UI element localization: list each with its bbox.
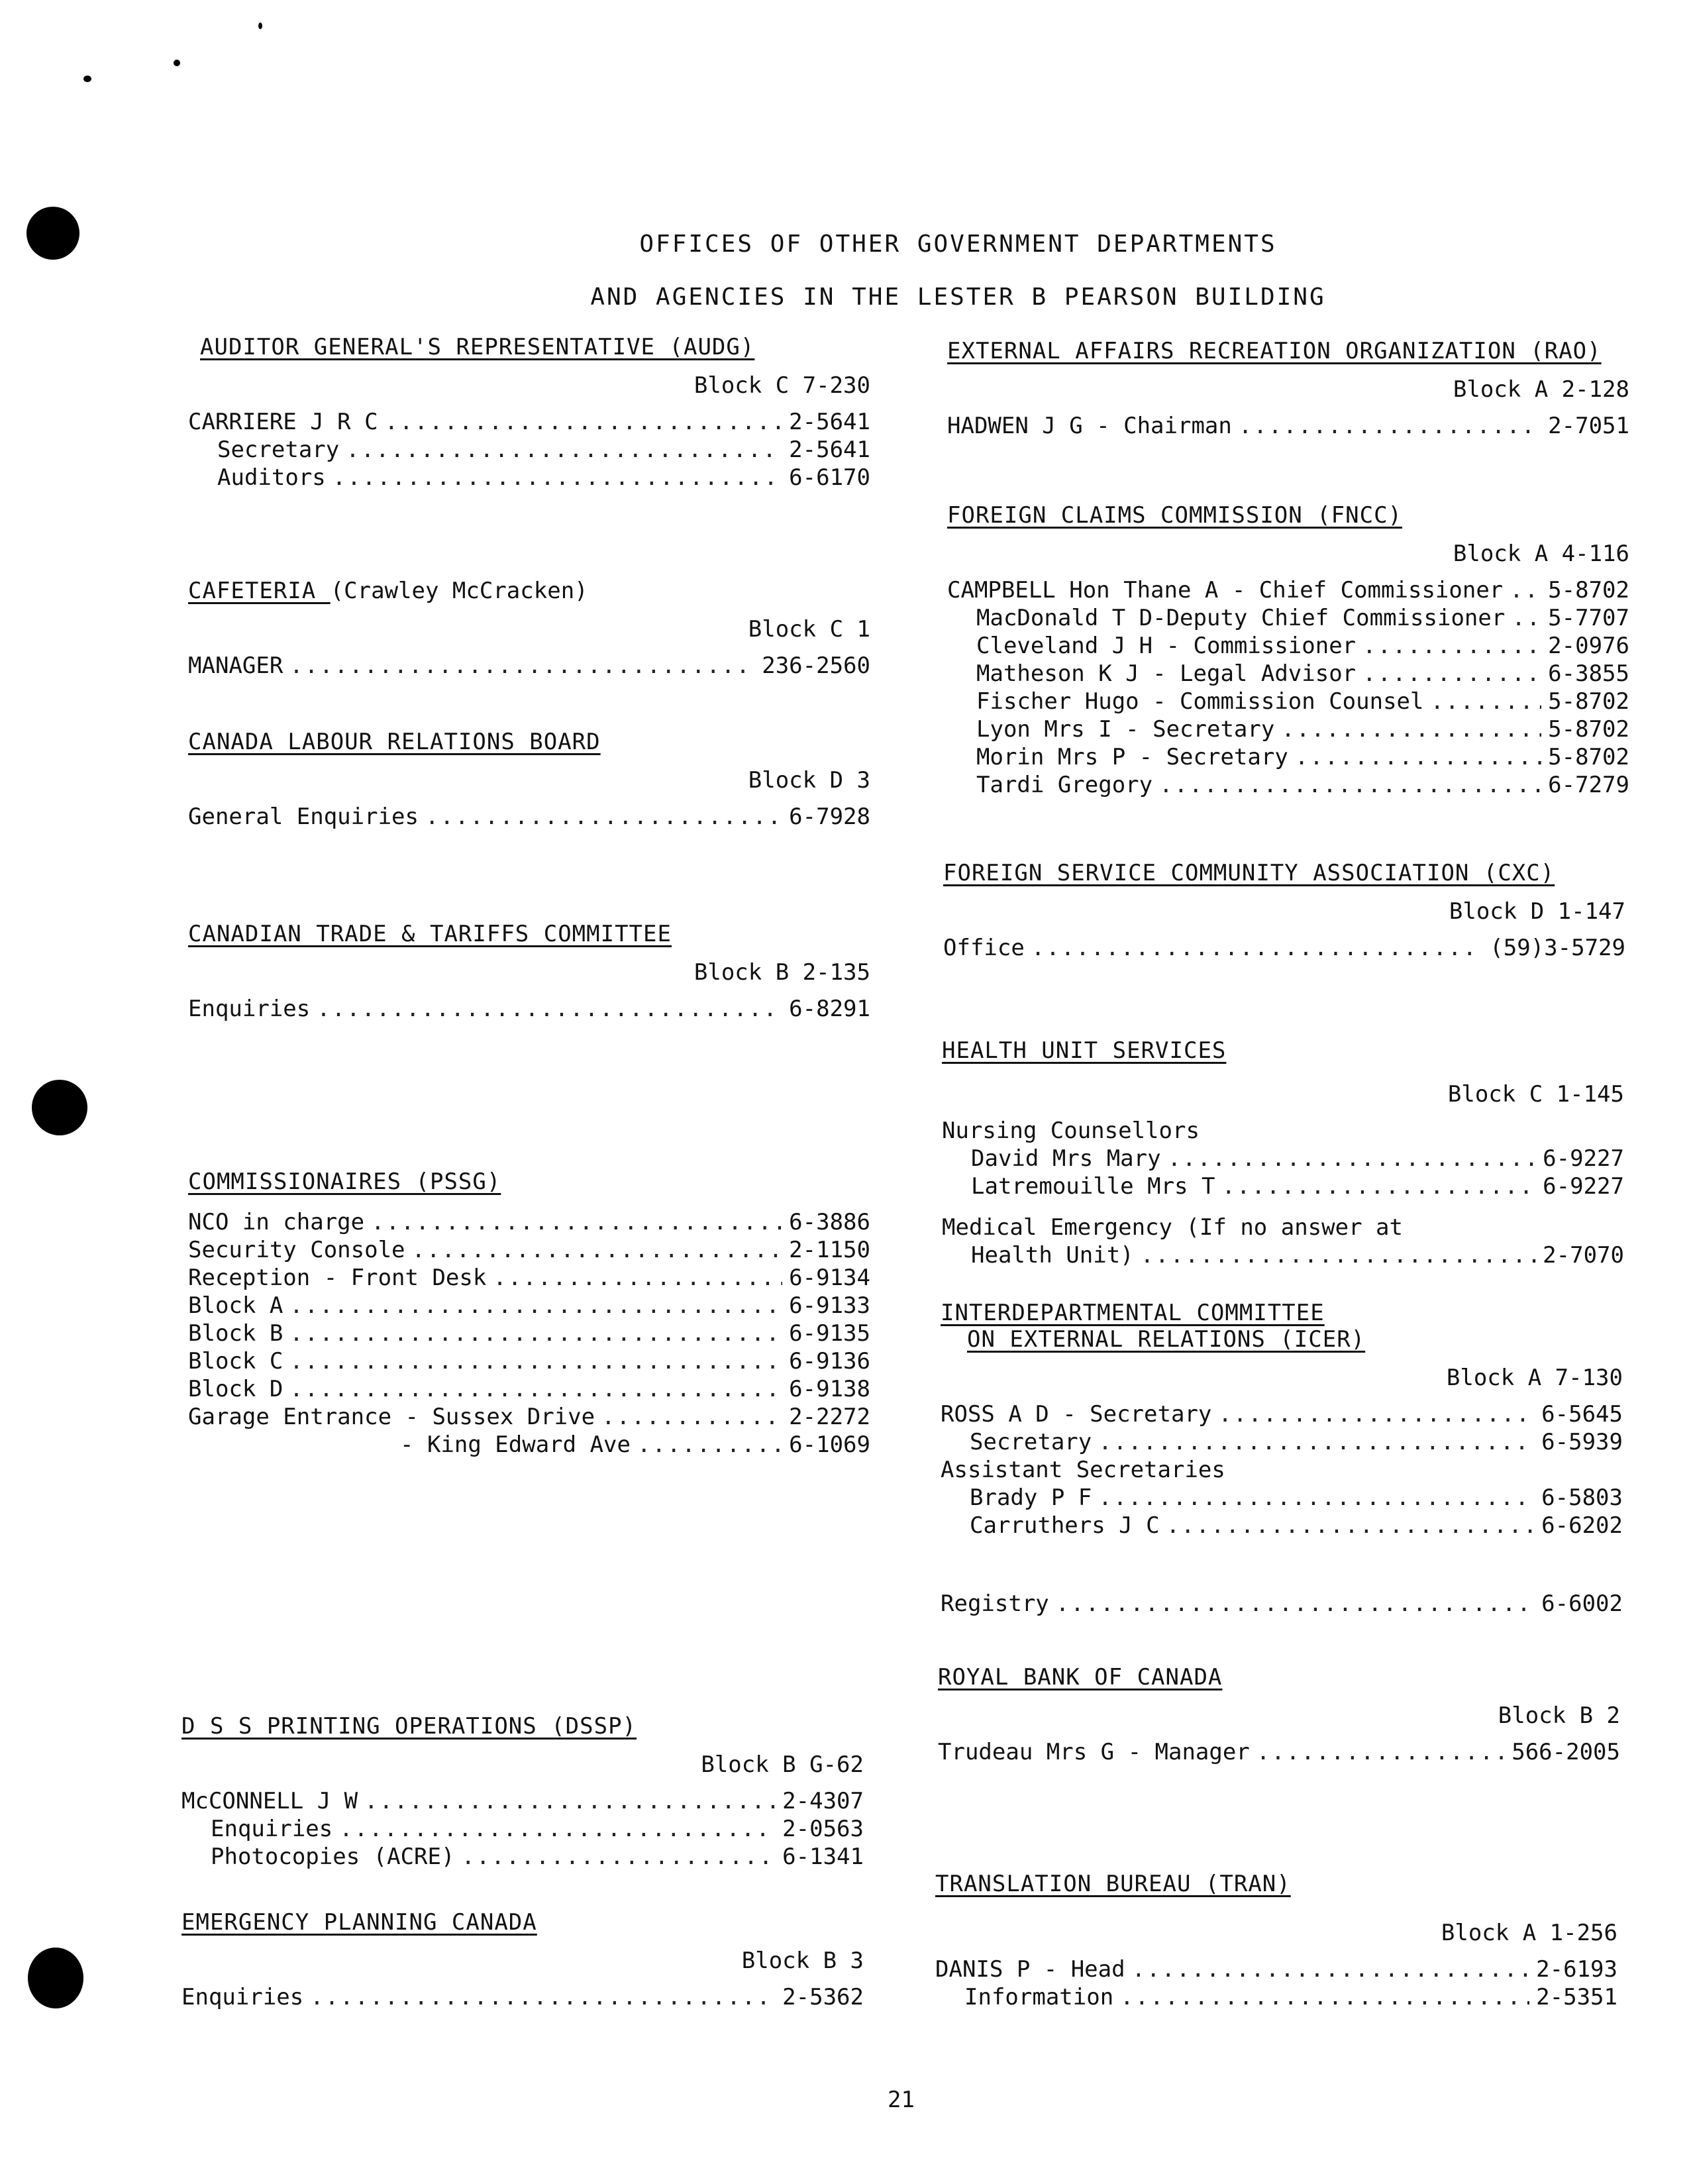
directory-entry: David Mrs Mary ..... 6-9227	[942, 1145, 1624, 1172]
section-heading: COMMISSIONAIRES (PSSG)	[188, 1169, 501, 1195]
directory-entry: Health Unit) ..... 2-7070	[942, 1241, 1624, 1269]
directory-entry: MANAGER ..... 236-2560	[188, 652, 870, 680]
speck-mark	[83, 76, 91, 82]
directory-entry: Office ..... (59)3-5729	[943, 934, 1625, 962]
block-location: Block C 7-230	[693, 372, 870, 399]
section-epc	[181, 1909, 864, 2011]
directory-entry: Latremouille Mrs T ..... 6-9227	[942, 1172, 1624, 1200]
section-heading: INTERDEPARTMENTAL COMMITTEE	[941, 1300, 1325, 1326]
directory-entry: NCO in charge ..... 6-3886	[188, 1208, 870, 1236]
section-heading: AUDITOR GENERAL'S REPRESENTATIVE (AUDG)	[200, 334, 755, 360]
directory-entry: Enquiries ..... 2-0563	[181, 1815, 864, 1843]
block-location: Block D 3	[748, 767, 870, 794]
section-tran	[935, 1871, 1617, 2011]
directory-entry: MacDonald T D-Deputy Chief Commissioner ..... 5-7707	[947, 604, 1629, 632]
directory-entry: DANIS P - Head ..... 2-6193	[935, 1955, 1617, 1983]
directory-entry: Lyon Mrs I - Secretary ..... 5-8702	[947, 715, 1629, 743]
section-cttc	[188, 921, 870, 1023]
directory-entry: Brady P F ..... 6-5803	[941, 1484, 1623, 1512]
section-dssp	[181, 1713, 864, 1871]
section-cxc	[943, 860, 1625, 962]
section-heading: CANADIAN TRADE & TARIFFS COMMITTEE	[188, 921, 672, 947]
block-location: Block B G-62	[701, 1751, 864, 1778]
block-location: Block B 3	[741, 1948, 864, 1974]
page-title-line2: AND AGENCIES IN THE LESTER B PEARSON BUILDING	[590, 284, 1326, 311]
section-heading: EXTERNAL AFFAIRS RECREATION ORGANIZATION (RAO)	[947, 338, 1602, 364]
section-pssg	[188, 1169, 870, 1459]
directory-entry: Matheson K J - Legal Advisor ..... 6-3855	[947, 660, 1629, 688]
punch-hole-mark	[26, 207, 79, 260]
punch-hole-mark	[28, 1948, 83, 2008]
section-heading: HEALTH UNIT SERVICES	[942, 1037, 1227, 1064]
section-fncc	[947, 502, 1629, 799]
left-column	[181, 0, 870, 2184]
directory-entry: CAMPBELL Hon Thane A - Chief Commissioner ..... 5-8702	[947, 576, 1629, 604]
block-location: Block C 1	[748, 616, 870, 643]
block-location: Block B 2	[1498, 1702, 1620, 1729]
block-location: Block A 2-128	[1453, 376, 1629, 403]
directory-entry: Block A ..... 6-9133	[188, 1292, 870, 1320]
directory-entry: Registry ..... 6-6002	[941, 1590, 1623, 1618]
directory-entry: Reception - Front Desk ..... 6-9134	[188, 1264, 870, 1292]
block-location: Block A 1-256	[1441, 1920, 1617, 1946]
directory-entry: Enquiries ..... 2-5362	[181, 1983, 864, 2011]
directory-entry: HADWEN J G - Chairman ..... 2-7051	[947, 412, 1629, 440]
section-rao	[947, 338, 1629, 440]
directory-entry: Carruthers J C ..... 6-6202	[941, 1512, 1623, 1539]
directory-entry: - King Edward Ave ..... 6-1069	[188, 1431, 870, 1459]
page-number: 21	[888, 2087, 915, 2113]
directory-entry: Block D ..... 6-9138	[188, 1375, 870, 1403]
block-location: Block A 4-116	[1453, 541, 1629, 567]
section-heading: ROYAL BANK OF CANADA	[938, 1664, 1223, 1690]
directory-entry: General Enquiries ..... 6-7928	[188, 803, 870, 831]
directory-entry: Photocopies (ACRE) ..... 6-1341	[181, 1843, 864, 1871]
section-icer	[941, 1300, 1623, 1618]
directory-entry: Fischer Hugo - Commission Counsel ..... 5-8702	[947, 688, 1629, 715]
directory-entry: Secretary ..... 6-5939	[941, 1428, 1623, 1456]
speck-mark	[174, 60, 180, 66]
block-location: Block A 7-130	[1446, 1365, 1623, 1391]
section-heading: FOREIGN SERVICE COMMUNITY ASSOCIATION (CXC)	[943, 860, 1555, 886]
section-cafeteria	[188, 578, 870, 680]
emergency-label: Medical Emergency (If no answer at	[942, 1214, 1403, 1241]
group-label: Assistant Secretaries	[941, 1457, 1225, 1483]
page-title-line1: OFFICES OF OTHER GOVERNMENT DEPARTMENTS	[639, 231, 1277, 258]
directory-entry: Enquiries ..... 6-8291	[188, 995, 870, 1023]
directory-entry: Cleveland J H - Commissioner ..... 2-0976	[947, 632, 1629, 660]
directory-entry: Morin Mrs P - Secretary ..... 5-8702	[947, 743, 1629, 771]
directory-entry: CARRIERE J R C ..... 2-5641	[188, 408, 870, 436]
directory-entry: Tardi Gregory ..... 6-7279	[947, 771, 1629, 799]
directory-entry: Auditors ..... 6-6170	[188, 464, 870, 492]
directory-entry: Information ..... 2-5351	[935, 1983, 1617, 2011]
section-heading: TRANSLATION BUREAU (TRAN)	[935, 1871, 1291, 1897]
section-heading: CANADA LABOUR RELATIONS BOARD	[188, 729, 601, 755]
block-location: Block B 2-135	[693, 959, 870, 986]
section-heading: EMERGENCY PLANNING CANADA	[181, 1909, 537, 1936]
directory-entry: Trudeau Mrs G - Manager ..... 566-2005	[938, 1738, 1620, 1766]
section-health-unit	[942, 1037, 1624, 1269]
section-subheading: (Crawley McCracken)	[330, 578, 588, 604]
directory-entry: Garage Entrance - Sussex Drive ..... 2-2272	[188, 1403, 870, 1431]
directory-entry: McCONNELL J W ..... 2-4307	[181, 1787, 864, 1815]
block-location: Block C 1-145	[1447, 1081, 1624, 1108]
right-column	[935, 0, 1629, 2184]
directory-entry: Secretary ..... 2-5641	[188, 436, 870, 464]
section-rbc	[938, 1664, 1620, 1766]
section-heading: CAFETERIA	[188, 578, 331, 604]
block-location: Block D 1-147	[1449, 898, 1625, 925]
section-heading: D S S PRINTING OPERATIONS (DSSP)	[181, 1713, 637, 1740]
punch-hole-mark	[32, 1080, 87, 1135]
section-clrb	[188, 729, 870, 831]
directory-entry: ROSS A D - Secretary ..... 6-5645	[941, 1400, 1623, 1428]
section-heading-line2: ON EXTERNAL RELATIONS (ICER)	[967, 1326, 1366, 1353]
directory-entry: Block B ..... 6-9135	[188, 1320, 870, 1347]
group-label: Nursing Counsellors	[942, 1118, 1200, 1144]
directory-entry: Security Console ..... 2-1150	[188, 1236, 870, 1264]
section-audg	[188, 334, 870, 492]
section-heading: FOREIGN CLAIMS COMMISSION (FNCC)	[947, 502, 1403, 529]
directory-entry: Block C ..... 6-9136	[188, 1347, 870, 1375]
